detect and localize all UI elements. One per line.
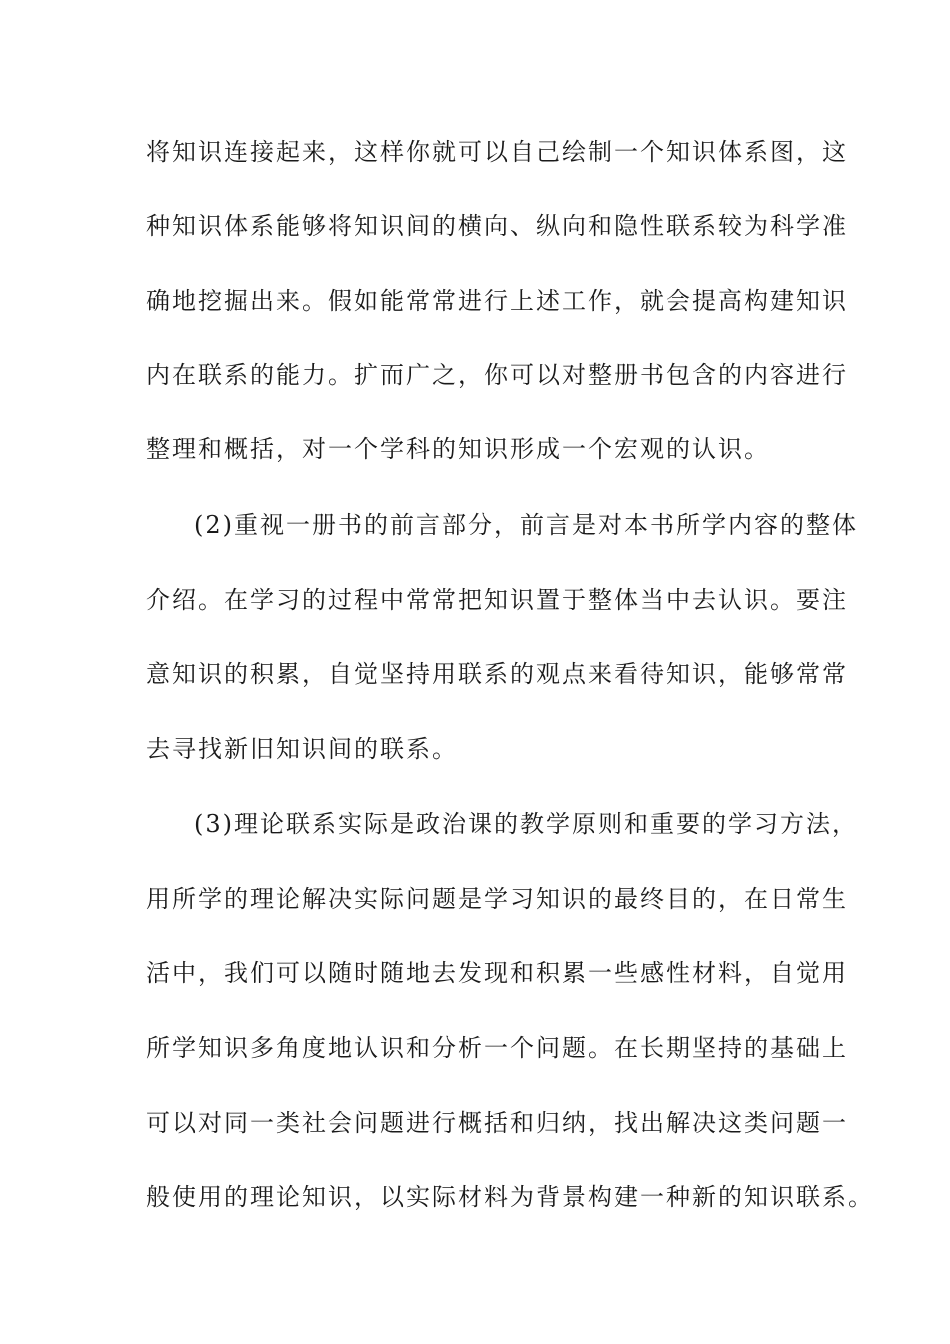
paragraph-line: (2)重视一册书的前言部分，前言是对本书所学内容的整体 [194, 511, 858, 539]
paragraph-line: (3)理论联系实际是政治课的教学原则和重要的学习方法， [194, 810, 858, 838]
paragraph-line: 所学知识多角度地认识和分析一个问题。在长期坚持的基础上 [146, 1034, 848, 1062]
paragraph-line: 种知识体系能够将知识间的横向、纵向和隐性联系较为科学准 [146, 212, 848, 240]
paragraph-line: 意知识的积累，自觉坚持用联系的观点来看待知识，能够常常 [146, 660, 848, 688]
paragraph-line: 介绍。在学习的过程中常常把知识置于整体当中去认识。要注 [146, 586, 848, 614]
paragraph-line: 用所学的理论解决实际问题是学习知识的最终目的，在日常生 [146, 885, 848, 913]
paragraph-line: 整理和概括，对一个学科的知识形成一个宏观的认识。 [146, 435, 770, 463]
paragraph-line: 去寻找新旧知识间的联系。 [146, 735, 458, 763]
paragraph-line: 可以对同一类社会问题进行概括和归纳，找出解决这类问题一 [146, 1109, 848, 1137]
paragraph-line: 般使用的理论知识，以实际材料为背景构建一种新的知识联系。 [146, 1183, 874, 1211]
paragraph-line: 内在联系的能力。扩而广之，你可以对整册书包含的内容进行 [146, 361, 848, 389]
paragraph-line: 将知识连接起来，这样你就可以自己绘制一个知识体系图，这 [146, 138, 848, 166]
paragraph-line: 活中，我们可以随时随地去发现和积累一些感性材料，自觉用 [146, 959, 848, 987]
paragraph-line: 确地挖掘出来。假如能常常进行上述工作，就会提高构建知识 [146, 287, 848, 315]
